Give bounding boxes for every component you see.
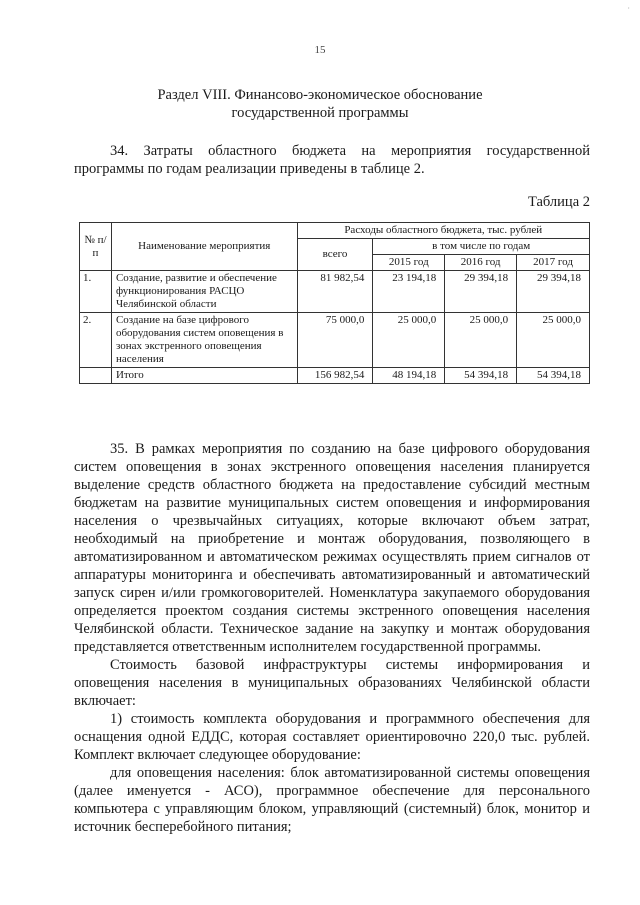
row-2016: 29 394,18 [445, 271, 517, 313]
paragraph-34: 34. Затраты областного бюджета на мероприятия государственной программы по годам реализации приведены в таблице 2. [74, 143, 590, 177]
row-num: 2. [80, 313, 112, 368]
row-name: Создание на базе цифрового оборудования систем оповещения в зонах экстренного оповещения населения [111, 313, 297, 368]
row-2015: 23 194,18 [373, 271, 445, 313]
total-2016: 54 394,18 [445, 368, 517, 384]
row-total: 81 982,54 [297, 271, 373, 313]
section-heading [0, 86, 640, 122]
row-total: 75 000,0 [297, 313, 373, 368]
table-caption: Таблица 2 [527, 194, 590, 210]
row-num: 1. [80, 271, 112, 313]
paragraph-infrastructure-cost: Стоимость базовой инфраструктуры системы информирования и оповещения населения в муниципальных образованиях Челябинской области включает: [74, 657, 590, 709]
header-expenses: Расходы областного бюджета, тыс. рублей [297, 223, 589, 239]
header-name: Наименование мероприятия [111, 223, 297, 271]
header-year-2015: 2015 год [373, 255, 445, 271]
total-label: Итого [111, 368, 297, 384]
expenses-table [79, 222, 590, 384]
header-num: № п/п [80, 223, 112, 271]
header-total: всего [297, 239, 373, 271]
paragraph-equipment-cost: 1) стоимость комплекта оборудования и программного обеспечения для оснащения одной ЕДДС, которая составляет ориентировочно 220,0 тыс. рублей. Комплект включает следующее оборудование: [74, 711, 590, 763]
heading-line-1: Раздел VIII. Финансово-экономическое обоснование [157, 87, 483, 103]
row-2017: 25 000,0 [517, 313, 590, 368]
total-2017: 54 394,18 [517, 368, 590, 384]
table-row [80, 313, 590, 368]
header-year-2017: 2017 год [517, 255, 590, 271]
table-row [80, 271, 590, 313]
body-text [74, 440, 590, 836]
header-year-2016: 2016 год [445, 255, 517, 271]
heading-line-2: государственной программы [231, 105, 409, 121]
corner-mark: · [627, 4, 630, 13]
row-2017: 29 394,18 [517, 271, 590, 313]
paragraph-aso-equipment: для оповещения населения: блок автоматизированной системы оповещения (далее именуется - АСО), программное обеспечение для персонального компьютера с управляющим блоком, управляющий (системный) блок, монитор и источник бесперебойного питания; [74, 765, 590, 835]
total-num [80, 368, 112, 384]
row-2016: 25 000,0 [445, 313, 517, 368]
page-number: 15 [314, 44, 326, 56]
paragraph-35: 35. В рамках мероприятия по созданию на базе цифрового оборудования систем оповещения в зонах экстренного оповещения населения планируется выделение средств областного бюджета на предоставление субсидий местным бюджетам на развитие муниципальных систем оповещения и информирования населения о чрезвычайных ситуациях, которые включают объем затрат, необходимый на приобретение и монтаж оборудования, позволяющего в автоматизированном и автоматическом режимах осуществлять прием сигналов от аппаратуры мониторинга и обеспечивать автоматизированный и автоматический запуск сирен и/или громкоговорителей. Номенклатура закупаемого оборудования определяется проектом создания системы экстренного оповещения населения Челябинской области. Техническое задание на закупку и монтаж оборудования представляется ответственным исполнителем государственной программы. [74, 441, 590, 655]
total-2015: 48 194,18 [373, 368, 445, 384]
row-name: Создание, развитие и обеспечение функционирования РАСЦО Челябинской области [111, 271, 297, 313]
table-total-row [80, 368, 590, 384]
row-2015: 25 000,0 [373, 313, 445, 368]
header-by-years: в том числе по годам [373, 239, 590, 255]
total-sum: 156 982,54 [297, 368, 373, 384]
